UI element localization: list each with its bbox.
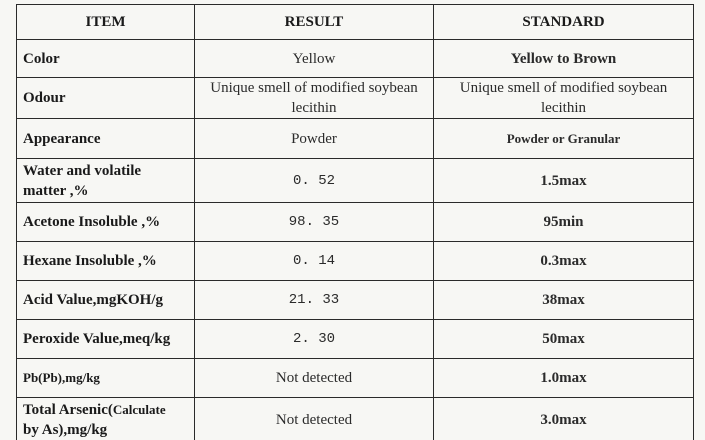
result-cell: 2. 30 (195, 320, 434, 359)
standard-cell: Powder or Granular (434, 119, 694, 159)
item-cell: Odour (17, 78, 195, 119)
table-row (17, 281, 694, 320)
item-cell (17, 398, 195, 440)
result-cell: Not detected (195, 398, 434, 440)
standard-cell: 3.0max (434, 398, 694, 440)
standard-cell: Unique smell of modified soybean lecithin (434, 78, 694, 119)
table-row (17, 242, 694, 281)
table-row (17, 398, 694, 440)
result-cell: Yellow (195, 40, 434, 78)
header-result: RESULT (195, 5, 434, 40)
table-row (17, 359, 694, 398)
item-label-small: Calculate (112, 402, 166, 417)
table-row (17, 203, 694, 242)
standard-cell: 0.3max (434, 242, 694, 281)
table-row (17, 40, 694, 78)
specification-table (16, 4, 694, 440)
result-cell: 98. 35 (195, 203, 434, 242)
item-cell: Appearance (17, 119, 195, 159)
standard-cell: 50max (434, 320, 694, 359)
standard-cell: 1.5max (434, 159, 694, 203)
item-cell: Acid Value,mgKOH/g (17, 281, 195, 320)
item-cell: Acetone Insoluble ,% (17, 203, 195, 242)
standard-cell: 38max (434, 281, 694, 320)
item-cell: Pb(Pb),mg/kg (17, 359, 195, 398)
item-label-main: Total Arsenic( (23, 402, 113, 418)
result-cell: 0. 14 (195, 242, 434, 281)
table-row (17, 119, 694, 159)
header-standard: STANDARD (434, 5, 694, 40)
item-label-rest: by As),mg/kg (23, 422, 108, 438)
result-cell: 0. 52 (195, 159, 434, 203)
item-cell: Peroxide Value,meq/kg (17, 320, 195, 359)
result-cell: 21. 33 (195, 281, 434, 320)
item-cell: Hexane Insoluble ,% (17, 242, 195, 281)
table-header-row (17, 5, 694, 40)
standard-cell: 95min (434, 203, 694, 242)
table-row (17, 78, 694, 119)
standard-cell: 1.0max (434, 359, 694, 398)
table-row (17, 320, 694, 359)
standard-cell: Yellow to Brown (434, 40, 694, 78)
item-cell: Water and volatile matter ,% (17, 159, 195, 203)
result-cell: Not detected (195, 359, 434, 398)
item-cell: Color (17, 40, 195, 78)
result-cell: Powder (195, 119, 434, 159)
table-row (17, 159, 694, 203)
result-cell: Unique smell of modified soybean lecithin (195, 78, 434, 119)
header-item: ITEM (17, 5, 195, 40)
